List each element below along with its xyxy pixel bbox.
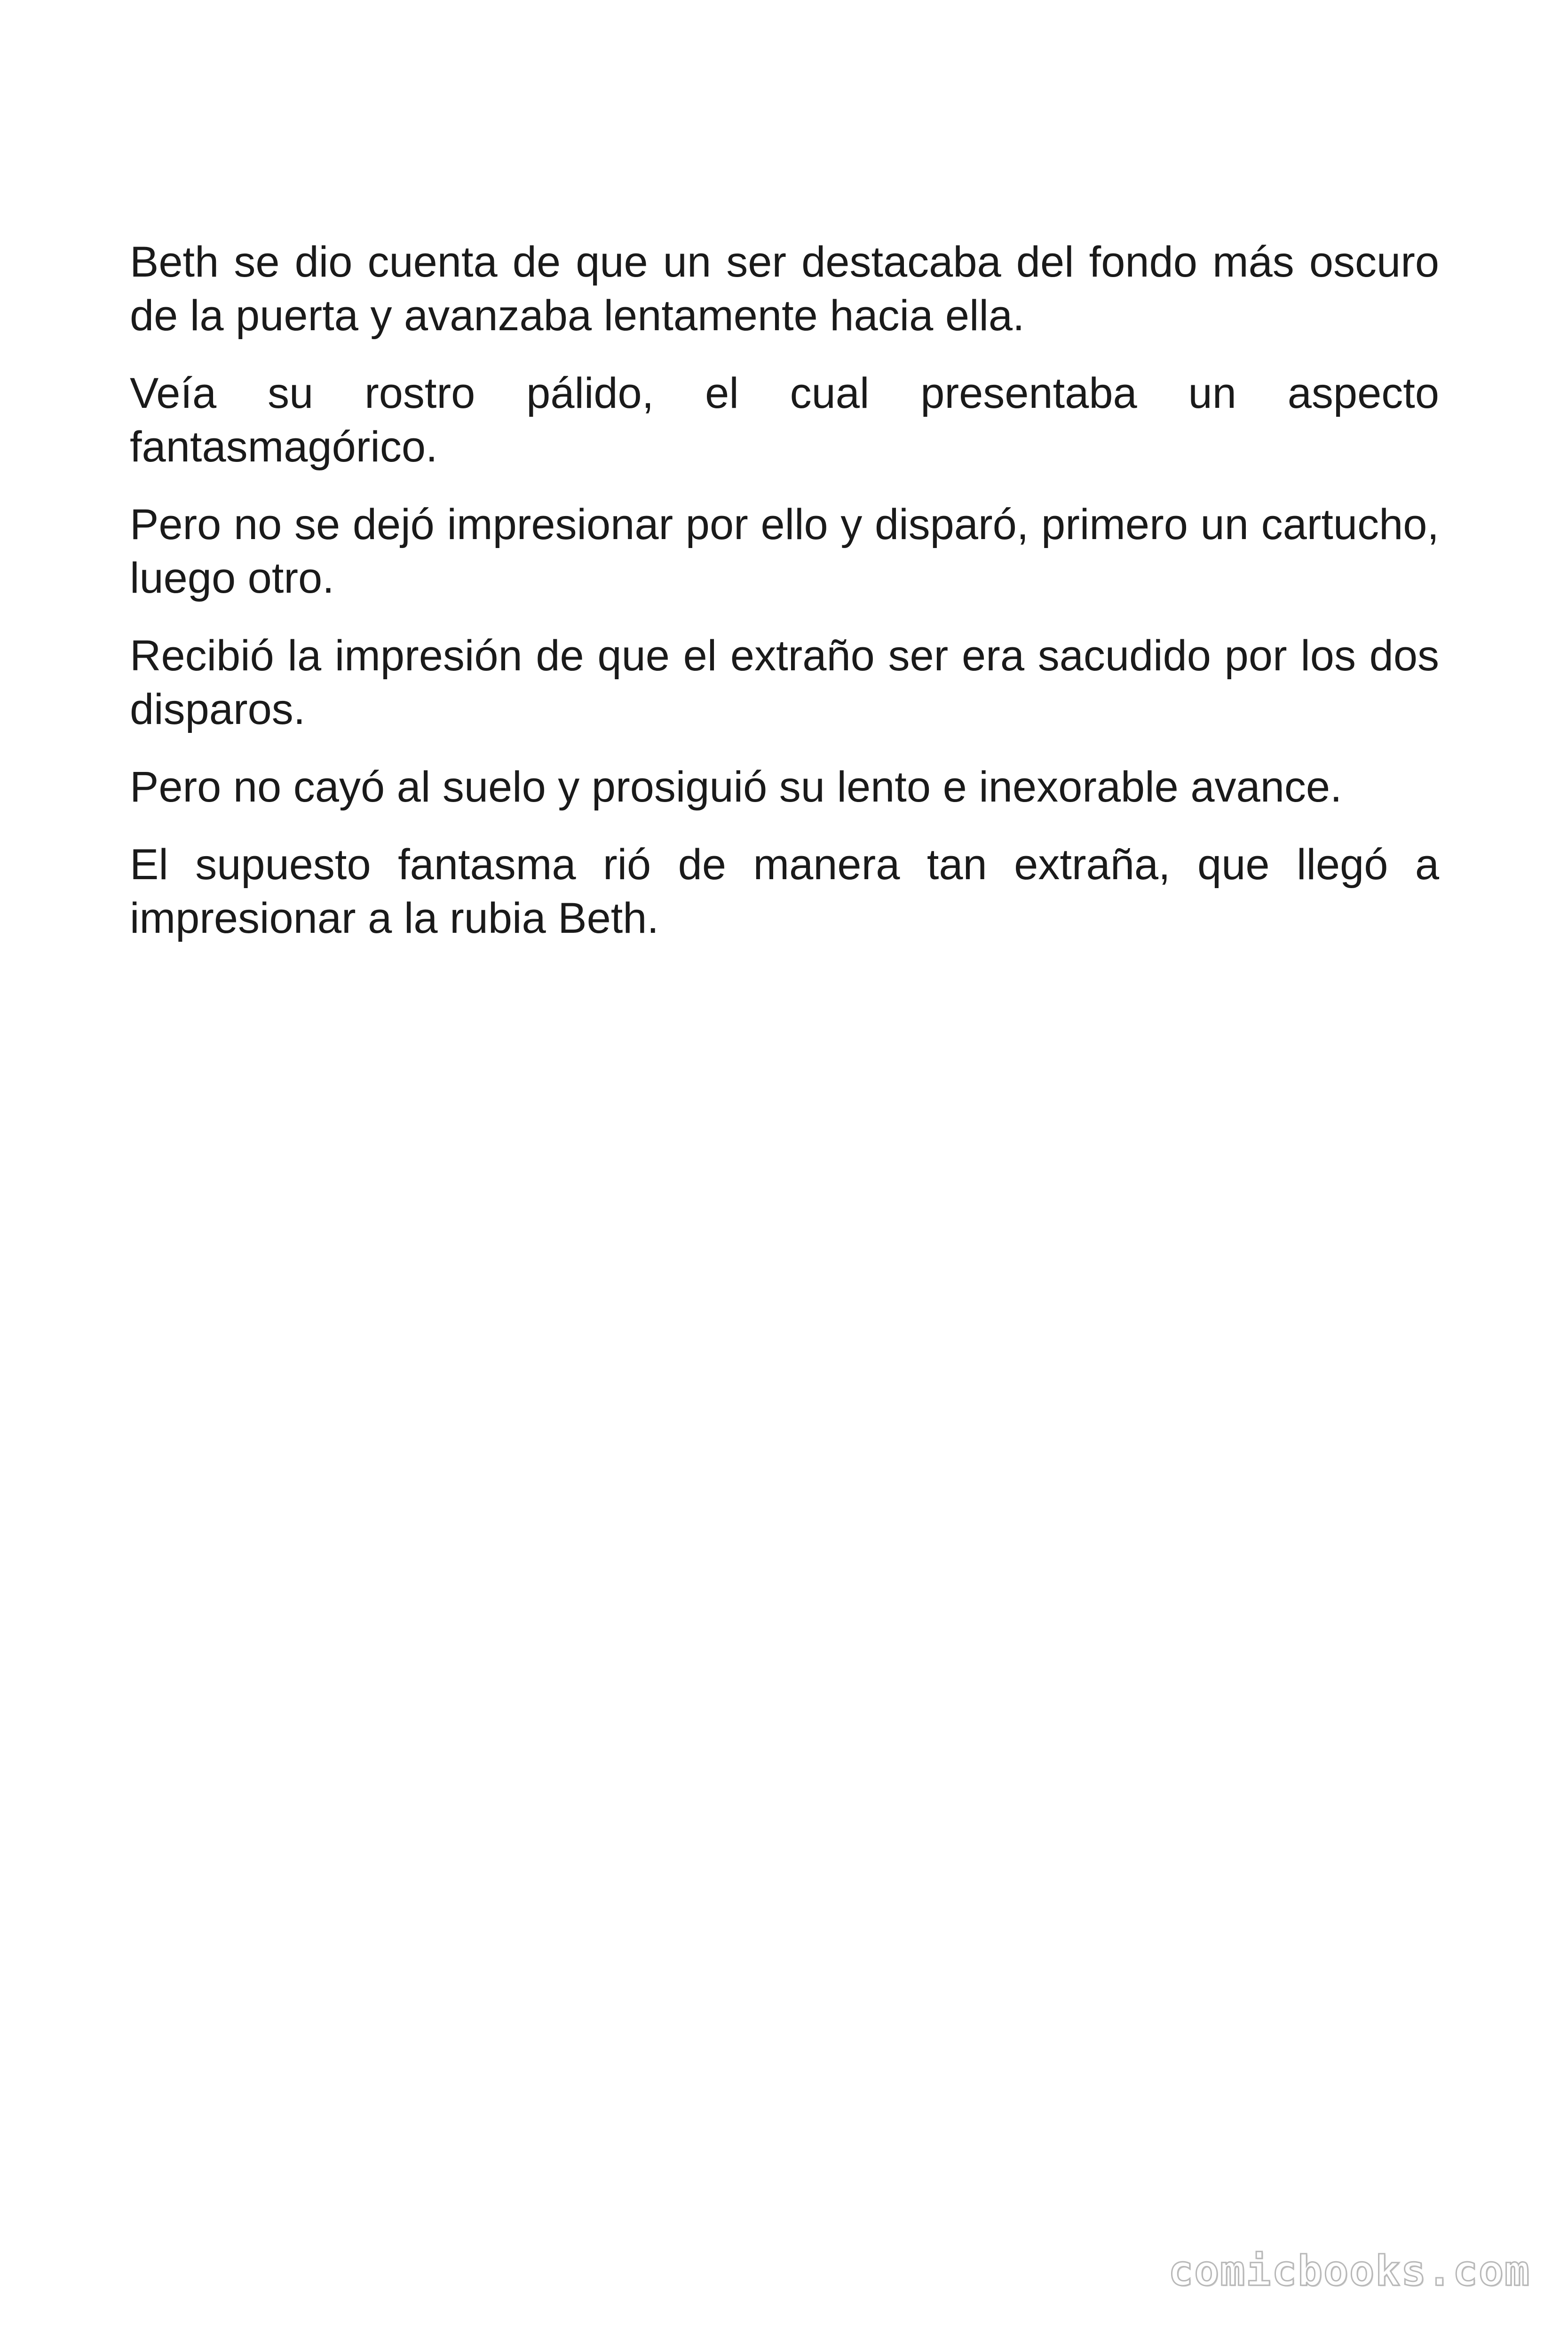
watermark: comicbooks.com xyxy=(1168,2247,1530,2295)
paragraph-3: Pero no se dejó impresionar por ello y disparó, primero un cartucho, luego otro. xyxy=(130,501,1439,602)
paragraph-4: Recibió la impresión de que el extraño ser era sacudido por los dos disparos. xyxy=(130,632,1439,733)
text-body xyxy=(130,235,1439,969)
paragraph-6: El supuesto fantasma rió de manera tan extraña, que llegó a impresionar a la rubia Beth. xyxy=(130,841,1439,942)
paragraph-5: Pero no cayó al suelo y prosiguió su lento e inexorable avance. xyxy=(130,763,1342,811)
paragraph-2: Veía su rostro pálido, el cual presentaba un aspecto fantasmagórico. xyxy=(130,369,1439,471)
paragraph-1: Beth se dio cuenta de que un ser destacaba del fondo más oscuro de la puerta y avanzaba lentamente hacia ella. xyxy=(130,238,1439,340)
